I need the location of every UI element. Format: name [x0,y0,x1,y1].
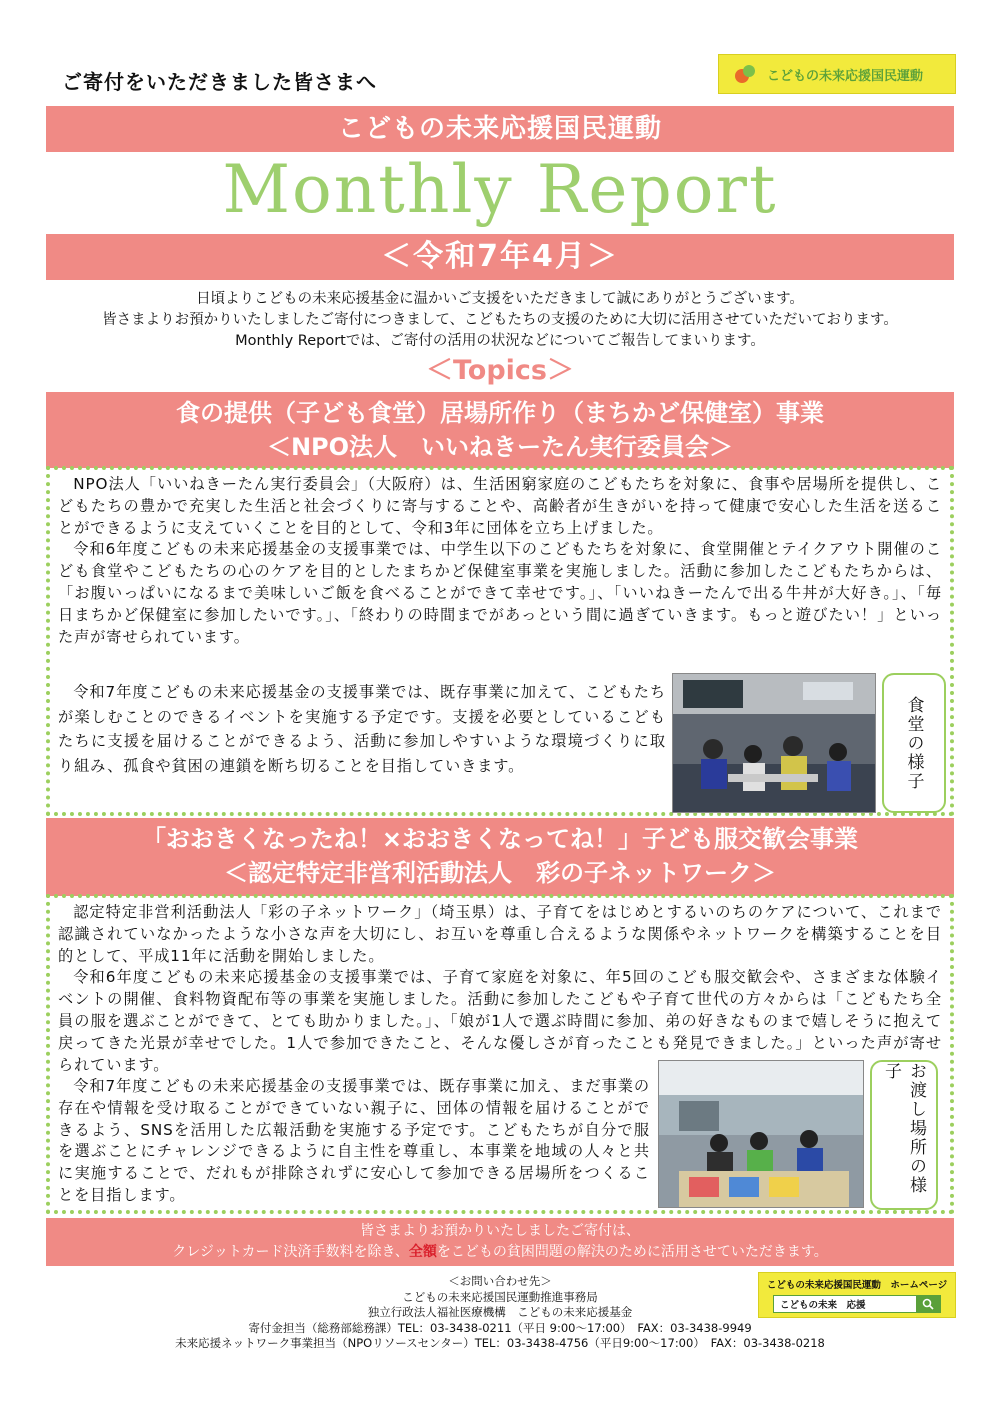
topic1-title: 食の提供（子ども食堂）居場所作り（まちかど保健室）事業 [176,399,824,427]
intro-line: 皆さまよりお預かりいたしましたご寄付につきまして、こどもたちの支援のために大切に活用させていただいております。 [102,312,898,328]
search-icon[interactable] [916,1296,940,1312]
notice-pre: クレジットカード決済手数料を除き、 [172,1244,409,1260]
topics-label: ＜Topics＞ [425,355,575,386]
topic2-para2: 令和6年度こどもの未来応援基金の支援事業では、子育て家庭を対象に、年5回のこども服交歓会や、さまざまな体験イベントの開催、食料物資配布等の事業を実施しました。活動に参加したこどもや子育て世代の方々からは「こどもたち全員の服を選ぶことができて、とても助かりました。」、「娘が1人で選ぶ時間に参加、弟の好きなものまで嬉しそうに抱えて戻ってきた光景が幸せでした。1人で参加できたこと、そんな優しさが育ったことも発見できました。」といった声が寄せられています。 [58,968,942,1074]
topic1-para3-block [58,680,666,778]
cafeteria-photo [672,673,876,813]
donation-notice [46,1218,954,1266]
homepage-search-box[interactable] [758,1272,956,1318]
notice-line1: 皆さまよりお預かりいたしましたご寄付は、 [360,1223,640,1239]
notice-line2 [46,1242,954,1263]
campaign-logo [718,54,956,94]
topic2-heading [46,818,954,896]
topic1-org: ＜NPO法人 いいねきーたん実行委員会＞ [266,433,734,461]
logo-text: こどもの未来応援国民運動 [767,68,924,84]
homepage-search-field[interactable] [773,1295,941,1313]
monthly-report-title: Monthly Report [222,151,778,228]
notice-highlight: 全額 [408,1244,437,1260]
contact-line: 寄付金担当（総務部総務課）TEL：03-3438-0211（平日 9:00～17:00） FAX：03-3438-9949 [248,1320,752,1335]
topic1-body [46,466,954,816]
intro-line: Monthly Reportでは、ご寄付の活用の状況などについてご報告してまいります。 [235,333,765,349]
homepage-title: こどもの未来応援国民運動 ホームページ [766,1280,948,1291]
topic1-paragraphs [58,474,942,648]
topic2-para3-block [58,1076,650,1207]
topic2-paragraphs [58,902,942,1076]
greeting: ご寄付をいただきました皆さまへ [62,70,377,94]
topic1-heading [46,392,954,468]
logo-icon [735,63,757,85]
handover-photo [658,1060,864,1208]
intro-line: 日頃よりこどもの未来応援基金に温かいご支援をいただきまして誠にありがとうございます。 [196,291,804,307]
topic2-para1: 認定特定非営利活動法人「彩の子ネットワーク」（埼玉県）は、子育てをはじめとするいのちのケアについて、これまで認識されていなかったような小さな声を大切にし、お互いを尊重し合えるような関係やネットワークを構築することを目的として、平成11年に活動を開始しました。 [58,903,942,965]
topic1-para3: 令和7年度こどもの未来応援基金の支援事業では、既存事業に加えて、こどもたちが楽しむことのできるイベントを実施する予定です。支援を必要としているこどもたちに支援を届けることができるよう、活動に参加しやすいような環境づくりに取り組み、孤食や貧困の連鎖を断ち切ることを目指していきます。 [58,683,666,775]
topic2-title: 「おおきくなったね！×おおきくなってね！」子ども服交歓会事業 [141,825,859,853]
homepage-search-text: こどもの未来 応援 [780,1300,866,1311]
topic2-body [46,894,954,1214]
contact-line: こどもの未来応援国民運動推進事務局 [402,1289,598,1304]
notice-post: をこどもの貧困問題の解決のために活用させていただきます。 [436,1244,828,1260]
topic2-para3: 令和7年度こどもの未来応援基金の支援事業では、既存事業に加え、まだ事業の存在や情報を受け取ることができていない親子に、団体の情報を届けることができるよう、SNSを活用した広報活動を実施する予定です。こどもたちが自分で服を選ぶことにチャレンジできるように自主性を尊重し、本事業を地域の人々と共に実施することで、だれもが排除されずに安心して参加できる居場所をつくることを目指します。 [58,1077,650,1204]
topic1-para1: NPO法人「いいねきーたん実行委員会」（大阪府）は、生活困窮家庭のこどもたちを対象に、食事や居場所を提供し、こどもたちの豊かで充実した生活と社会づくりに寄与することや、高齢者が生きがいを持って健康で安心した生活を送ることができるように支えていくことを目的として、令和3年に団体を立ち上げました。 [58,475,942,537]
topic1-para2: 令和6年度こどもの未来応援基金の支援事業では、中学生以下のこどもたちを対象に、食堂開催とテイクアウト開催のこども食堂やこどもたちの心のケアを目的としたまちかど保健室事業を実施しました。活動に参加したこどもたちからは、「お腹いっぱいになるまで美味しいご飯を食べることができて幸せです。」、「いいねきーたんで出る牛丼が大好き。」、「毎日まちかど保健室に参加したいです。」、「終わりの時間までがあっという間に過ぎていきます。もっと遊びたい！」といった声が寄せられています。 [58,540,942,646]
topic2-org: ＜認定特定非営利活動法人 彩の子ネットワーク＞ [224,859,776,887]
contact-line: 独立行政法人福祉医療機構 こどもの未来応援基金 [367,1305,633,1319]
report-date: ＜令和7年4月＞ [46,234,954,280]
contact-title: ＜お問い合わせ先＞ [448,1274,552,1288]
topic1-caption: 食堂の様子 [882,673,946,813]
contact-line: 未来応援ネットワーク事業担当（NPOリソースセンター）TEL：03-3438-4756（平日9:00～17:00） FAX：03-3438-0218 [175,1336,825,1350]
intro-text [40,289,960,352]
topic2-caption: お渡し場所の様子 [870,1060,938,1210]
banner-title: こどもの未来応援国民運動 [46,106,954,152]
